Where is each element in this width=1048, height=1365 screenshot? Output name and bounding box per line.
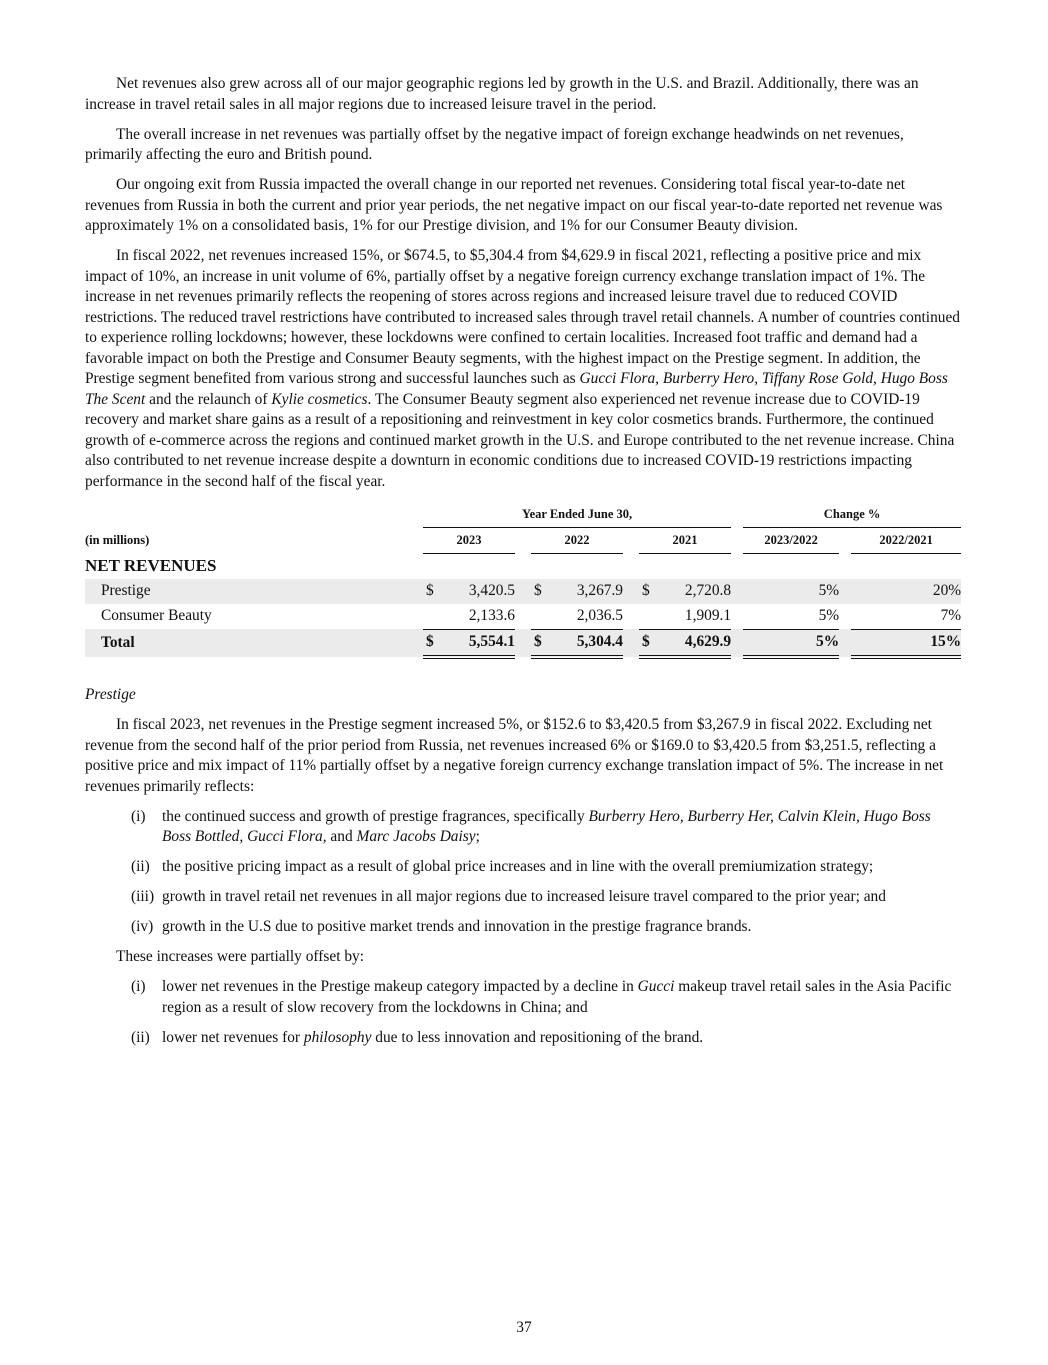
text-run: In fiscal 2022, net revenues increased 15%, or $674.5, to $5,304.4 from $4,629.9 in fiscal 2021, reflecting a positive price and mix impact of 10%, an increase in unit volume of 6%, partially offset by a negative foreign currency exchange translation impact of 1%. The increase in net revenues primarily reflects the reopening of stores across regions and increased leisure travel due to reduced COVID restrictions. The reduced travel restrictions have contributed to increased sales through travel retail channels. A number of countries continued to experience rolling lockdowns; however, these lockdowns were confined to certain localities. Increased foot traffic and demand had a favorable impact on both the Prestige and Consumer Beauty segments, with the highest impact on the Prestige segment. In addition, the Prestige segment benefited from various strong and successful launches such as (85, 247, 960, 387)
list-marker: (i) (131, 807, 146, 825)
text-run-italic: philosophy (303, 1028, 372, 1046)
cell-2021: 1,909.1 (684, 606, 732, 624)
list-text: growth in travel retail net revenues in all major regions due to increased leisure travel compared to the prior year; and (162, 888, 886, 905)
header-2022: 2022 (531, 527, 623, 553)
currency-symbol: $ (639, 579, 661, 604)
list-text: the positive pricing impact as a result of global price increases and in line with the overall premiumization strategy; (162, 858, 874, 875)
text-run-italic: Gucci (637, 978, 675, 995)
text-run-italic: Burberry Hero, Burberry Her, Calvin Klein, Hugo Boss Boss Bottled, Gucci Flora, (162, 807, 931, 845)
cell-2021: 4,629.9 (661, 629, 731, 657)
section-heading-prestige: Prestige (85, 685, 136, 703)
cell-2021: 2,720.8 (661, 579, 731, 604)
list-item (85, 887, 961, 908)
text-run: and (326, 828, 357, 845)
text-run: due to less innovation and repositioning of the brand. (371, 1028, 704, 1046)
row-label: Prestige (85, 579, 423, 604)
currency-symbol: $ (423, 629, 445, 657)
list-marker: (i) (131, 978, 146, 995)
text-run: makeup travel retail sales in the Asia Pacific region as a result of slow recovery from the lockdowns in China; and (162, 978, 952, 1016)
cell-change-1: 5% (743, 629, 839, 657)
list-marker: (iii) (131, 888, 155, 905)
paragraph-fx-offset: The overall increase in net revenues was partially offset by the negative impact of foreign exchange headwinds on net revenues, primarily affecting the euro and British pound. (85, 125, 904, 163)
table-row (85, 579, 961, 604)
text-run: . The Consumer Beauty segment also experienced net revenue increase due to COVID-19 recovery and market share gains as a result of a repositioning and reinvestment in key color cosmetics brands. Furthermore, the continued growth of e-commerce across the regions and continued market growth in the U.S. and Europe contributed to the net revenue increase. China also contributed to net revenue increase despite a downturn in economic conditions due to increased COVID-19 restrictions impacting performance in the second half of the fiscal year. (85, 390, 955, 490)
paragraph-prestige-fiscal-2023: In fiscal 2023, net revenues in the Prestige segment increased 5%, or $152.6 to $3,420.5 from $3,267.9 in fiscal 2022. Excluding net revenue from the second half of the prior period from Russia, net revenues increased 6% or $169.0 to $3,420.5 from $3,251.5, reflecting a positive price and mix impact of 11% partially offset by a negative foreign currency exchange translation impact of 5%. The increase in net revenues primarily reflects: (85, 716, 944, 795)
cell-change-1: 5% (818, 606, 840, 624)
list-text: growth in the U.S due to positive market trends and innovation in the prestige fragrance brands. (162, 918, 752, 935)
text-run-italic: Kylie cosmetics (271, 390, 368, 408)
currency-symbol: $ (423, 579, 445, 604)
header-2021: 2021 (639, 527, 731, 553)
cell-change-2: 15% (851, 629, 961, 657)
list-marker: (ii) (131, 858, 150, 875)
cell-2023: 5,554.1 (445, 629, 515, 657)
cell-2022: 2,036.5 (576, 606, 623, 624)
increase-drivers-list (85, 807, 961, 938)
header-2023: 2023 (423, 527, 515, 553)
list-item (85, 857, 961, 878)
currency-symbol: $ (639, 629, 661, 657)
cell-2023: 3,420.5 (445, 579, 515, 604)
table-row (85, 604, 961, 630)
header-year-ended: Year Ended June 30, (423, 502, 731, 528)
paragraph-geographic-growth: Net revenues also grew across all of our major geographic regions led by growth in the U.S. and Brazil. Additionally, there was an increase in travel retail sales in all major regions due to increased leisure travel in the period. (85, 75, 919, 113)
paragraph-fiscal-2022 (85, 246, 961, 492)
text-run: lower net revenues for (162, 1028, 304, 1046)
section-row (85, 553, 961, 579)
cell-change-1: 5% (743, 579, 839, 604)
cell-2023: 2,133.6 (468, 606, 515, 624)
cell-change-2: 7% (940, 606, 962, 624)
text-run-italic: Gucci Flora, Burberry Hero, Tiffany Rose Gold, Hugo Boss The Scent (85, 370, 948, 408)
text-run-italic: Marc Jacobs Daisy (356, 828, 476, 845)
cell-2022: 3,267.9 (553, 579, 623, 604)
list-marker: (iv) (131, 918, 154, 935)
text-run: ; (475, 828, 480, 845)
row-label: Total (85, 629, 423, 657)
cell-change-2: 20% (851, 579, 961, 604)
list-item (85, 1028, 961, 1049)
page-content (85, 74, 961, 1058)
cell-2022: 5,304.4 (553, 629, 623, 657)
list-item (85, 917, 961, 938)
currency-symbol: $ (531, 629, 553, 657)
offset-drivers-list (85, 977, 961, 1048)
net-revenues-table (85, 502, 961, 659)
currency-symbol: $ (531, 579, 553, 604)
table-header-group-row (85, 502, 961, 528)
table-header-row (85, 527, 961, 553)
table-total-row (85, 629, 961, 657)
header-change-2022-2021: 2022/2021 (851, 527, 961, 553)
header-units: (in millions) (85, 532, 150, 547)
header-change-pct: Change % (743, 502, 961, 528)
text-run: the continued success and growth of prestige fragrances, specifically (162, 807, 589, 825)
page-number: 37 (516, 1319, 532, 1336)
section-label: NET REVENUES (85, 555, 217, 575)
list-marker: (ii) (131, 1028, 150, 1046)
list-item (85, 977, 961, 1018)
text-run: and the relaunch of (145, 390, 272, 408)
header-change-2023-2022: 2023/2022 (743, 527, 839, 553)
offset-lead-text: These increases were partially offset by: (116, 948, 365, 965)
list-item (85, 807, 961, 848)
paragraph-russia-exit: Our ongoing exit from Russia impacted the overall change in our reported net revenues. Considering total fiscal year-to-date net revenues from Russia in both the current and prior year periods, the net negative impact on our fiscal year-to-date reported net revenue was approximately 1% on a consolidated basis, 1% for our Prestige division, and 1% for our Consumer Beauty division. (85, 176, 943, 234)
text-run: lower net revenues in the Prestige makeup category impacted by a decline in (162, 978, 638, 995)
row-label: Consumer Beauty (101, 607, 212, 624)
